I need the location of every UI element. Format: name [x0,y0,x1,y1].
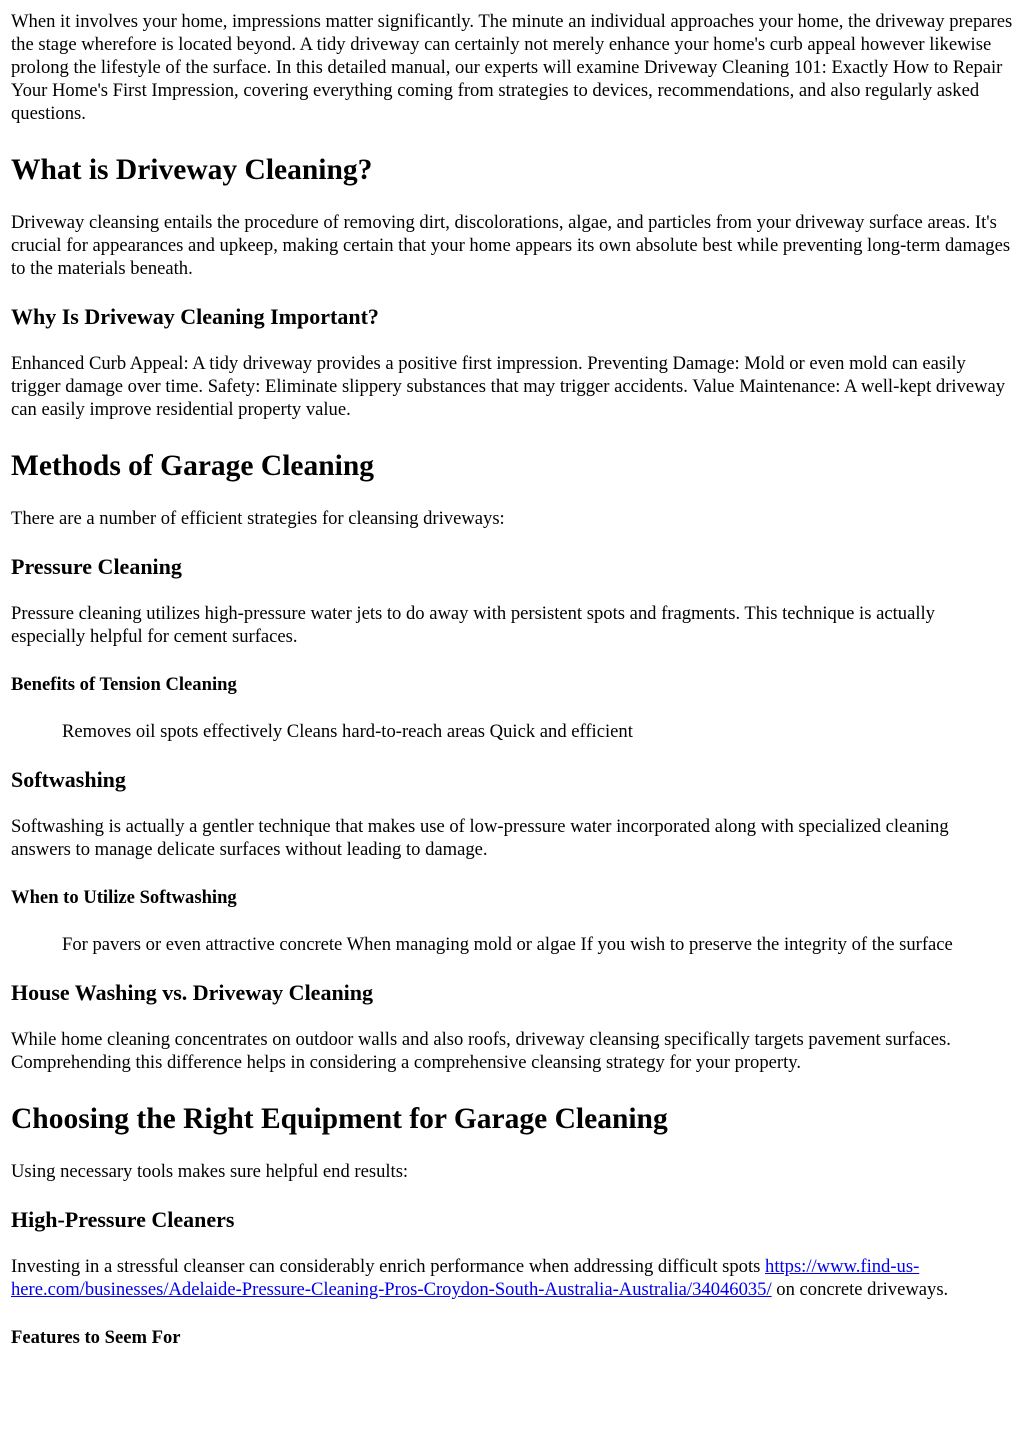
house-vs-paragraph: While home cleaning concentrates on outdoor walls and also roofs, driveway cleansing specifically targets pavement surfaces. Comprehending this difference helps in considering a comprehensive cleansing strategy for your property. [11,1029,951,1073]
heading-when-softwashing: When to Utilize Softwashing [11,887,237,908]
high-pressure-paragraph [11,1255,1013,1301]
benefits-list: Removes oil spots effectively Cleans hard-to-reach areas Quick and efficient [62,721,633,742]
what-is-paragraph: Driveway cleansing entails the procedure of removing dirt, discolorations, algae, and particles from your driveway surface areas. It's crucial for appearances and upkeep, making certain that your home appears its own absolute best while preventing long-term damages to the materials beneath. [11,212,1011,279]
heading-methods: Methods of Garage Cleaning [11,450,374,482]
pressure-paragraph: Pressure cleaning utilizes high-pressure water jets to do away with persistent spots and fragments. This technique is actually especially helpful for cement surfaces. [11,603,935,647]
heading-equipment: Choosing the Right Equipment for Garage Cleaning [11,1103,668,1135]
business-link[interactable]: https://www.find-us-here.com/businesses/Adelaide-Pressure-Cleaning-Pros-Croydon-South-Australia-Australia/34046035/ [11,1256,920,1300]
intro-paragraph: When it involves your home, impressions matter significantly. The minute an individual approaches your home, the driveway prepares the stage wherefore is located beyond. A tidy driveway can certainly not merely enhance your home's curb appeal however likewise prolong the lifestyle of the surface. In this detailed manual, our experts will examine Driveway Cleaning 101: Exactly How to Repair Your Home's First Impression, covering everything coming from strategies to devices, recommendations, and also regularly asked questions. [11,11,1013,124]
when-softwashing-list: For pavers or even attractive concrete When managing mold or algae If you wish to preserve the integrity of the surface [62,934,953,955]
heading-softwashing: Softwashing [11,767,126,792]
equipment-paragraph: Using necessary tools makes sure helpful end results: [11,1161,409,1182]
heading-what-is: What is Driveway Cleaning? [11,154,373,186]
high-pressure-text-before: Investing in a stressful cleanser can considerably enrich performance when addressing difficult spots [11,1256,766,1277]
high-pressure-text-after: on concrete driveways. [771,1279,949,1300]
why-important-paragraph: Enhanced Curb Appeal: A tidy driveway provides a positive first impression. Preventing Damage: Mold or even mold can easily trigger damage over time. Safety: Eliminate slippery substances that may trigger accidents. Value Maintenance: A well-kept driveway can easily improve residential property value. [11,353,1006,420]
heading-why-important: Why Is Driveway Cleaning Important? [11,304,379,329]
heading-house-vs-driveway: House Washing vs. Driveway Cleaning [11,980,374,1005]
methods-paragraph: There are a number of efficient strategies for cleansing driveways: [11,508,505,529]
heading-benefits: Benefits of Tension Cleaning [11,674,237,695]
softwashing-paragraph: Softwashing is actually a gentler technique that makes use of low-pressure water incorporated along with specialized cleaning answers to manage delicate surfaces without leading to damage. [11,816,949,860]
heading-pressure-cleaning: Pressure Cleaning [11,554,182,579]
heading-features: Features to Seem For [11,1327,181,1348]
heading-high-pressure: High-Pressure Cleaners [11,1207,235,1232]
